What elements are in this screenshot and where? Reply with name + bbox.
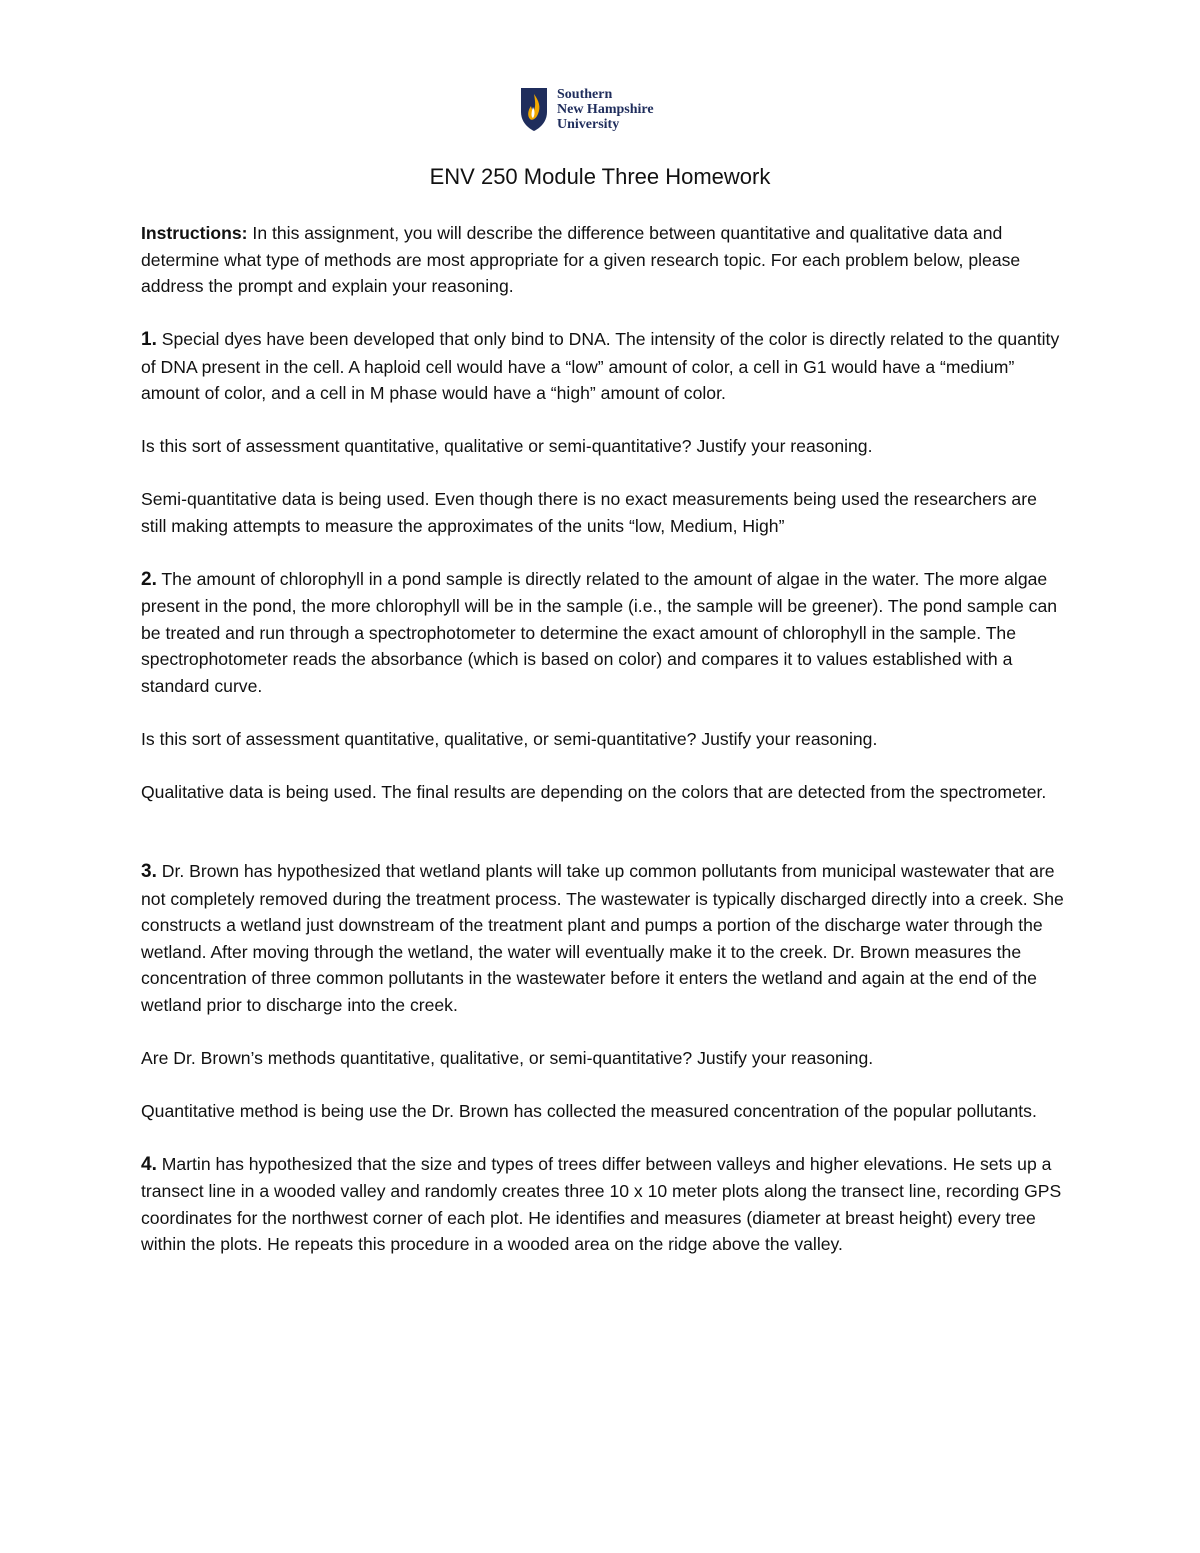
problem-1-paragraph — [141, 326, 1066, 407]
problem-1-text: Special dyes have been developed that only bind to DNA. The intensity of the color is directly related to the quantity of DNA present in the cell. A haploid cell would have a “low” amount of color, a cell in G1 would have a “medium” amount of color, and a cell in M phase would have a “high” amount of color. — [141, 329, 1060, 403]
logo-line-3: University — [557, 116, 620, 132]
problem-1-answer: Semi-quantitative data is being used. Even though there is no exact measurements being used the researchers are still making attempts to measure the approximates of the units “low, Medium, High” — [141, 489, 1037, 536]
problem-3-number: 3. — [141, 861, 157, 882]
logo-line-1: Southern — [557, 86, 613, 102]
problem-2-paragraph — [141, 566, 1066, 700]
document-body — [141, 220, 1066, 1258]
problem-4-text: Martin has hypothesized that the size and types of trees differ between valleys and higher elevations. He sets up a transect line in a wooded valley and randomly creates three 10 x 10 meter plots along the transect line, recording GPS coordinates for the northwest corner of each plot. He identifies and measures (diameter at breast height) every tree within the plots. He repeats this procedure in a wooded area on the ridge above the valley. — [141, 1153, 1062, 1254]
instructions-text: In this assignment, you will describe the difference between quantitative and qualitative data and determine what type of methods are most appropriate for a given research topic. For each problem below, please address the prompt and explain your reasoning. — [141, 223, 1021, 296]
university-logo — [520, 84, 690, 134]
problem-3-paragraph — [141, 858, 1066, 1018]
problem-2-number: 2. — [141, 568, 157, 590]
instructions-label: Instructions: — [141, 223, 248, 243]
instructions-paragraph — [141, 220, 1066, 300]
problem-4-paragraph — [141, 1151, 1066, 1258]
university-wordmark — [557, 87, 654, 132]
problem-1-number: 1. — [141, 329, 157, 350]
shield-flame-icon — [520, 86, 548, 132]
problem-2-text: The amount of chlorophyll in a pond sample is directly related to the amount of algae in the water. The more algae present in the pond, the more chlorophyll will be in the sample (i.e., the sample will be greener). The pond sample can be treated and run through a spectrophotometer to determine the exact amount of chlorophyll in the sample. The spectrophotometer reads the absorbance (which is based on color) and compares it to values established with a standard curve. — [141, 568, 1058, 696]
problem-1-question: Is this sort of assessment quantitative, qualitative or semi-quantitative? Justify your reasoning. — [141, 436, 873, 456]
document-title: ENV 250 Module Three Homework — [429, 164, 771, 189]
problem-3-question: Are Dr. Brown’s methods quantitative, qualitative, or semi-quantitative? Justify your reasoning. — [141, 1047, 874, 1068]
problem-4-number: 4. — [141, 1153, 157, 1175]
problem-2-question: Is this sort of assessment quantitative, qualitative, or semi-quantitative? Justify your reasoning. — [141, 728, 878, 749]
problem-2-answer: Qualitative data is being used. The final results are depending on the colors that are detected from the spectrometer. — [141, 781, 1047, 802]
problem-3-answer: Quantitative method is being use the Dr. Brown has collected the measured concentration of the popular pollutants. — [141, 1100, 1037, 1121]
problem-3-text: Dr. Brown has hypothesized that wetland plants will take up common pollutants from municipal wastewater that are not completely removed during the treatment process. The wastewater is typically discharged directly into a creek. She constructs a wetland just downstream of the treatment plant and pumps a portion of the discharge water through the wetland. After moving through the wetland, the water will eventually make it to the creek. Dr. Brown measures the concentration of three common pollutants in the wastewater before it enters the wetland and again at the end of the wetland prior to discharge into the creek. — [141, 861, 1064, 1015]
logo-line-2: New Hampshire — [557, 101, 654, 117]
